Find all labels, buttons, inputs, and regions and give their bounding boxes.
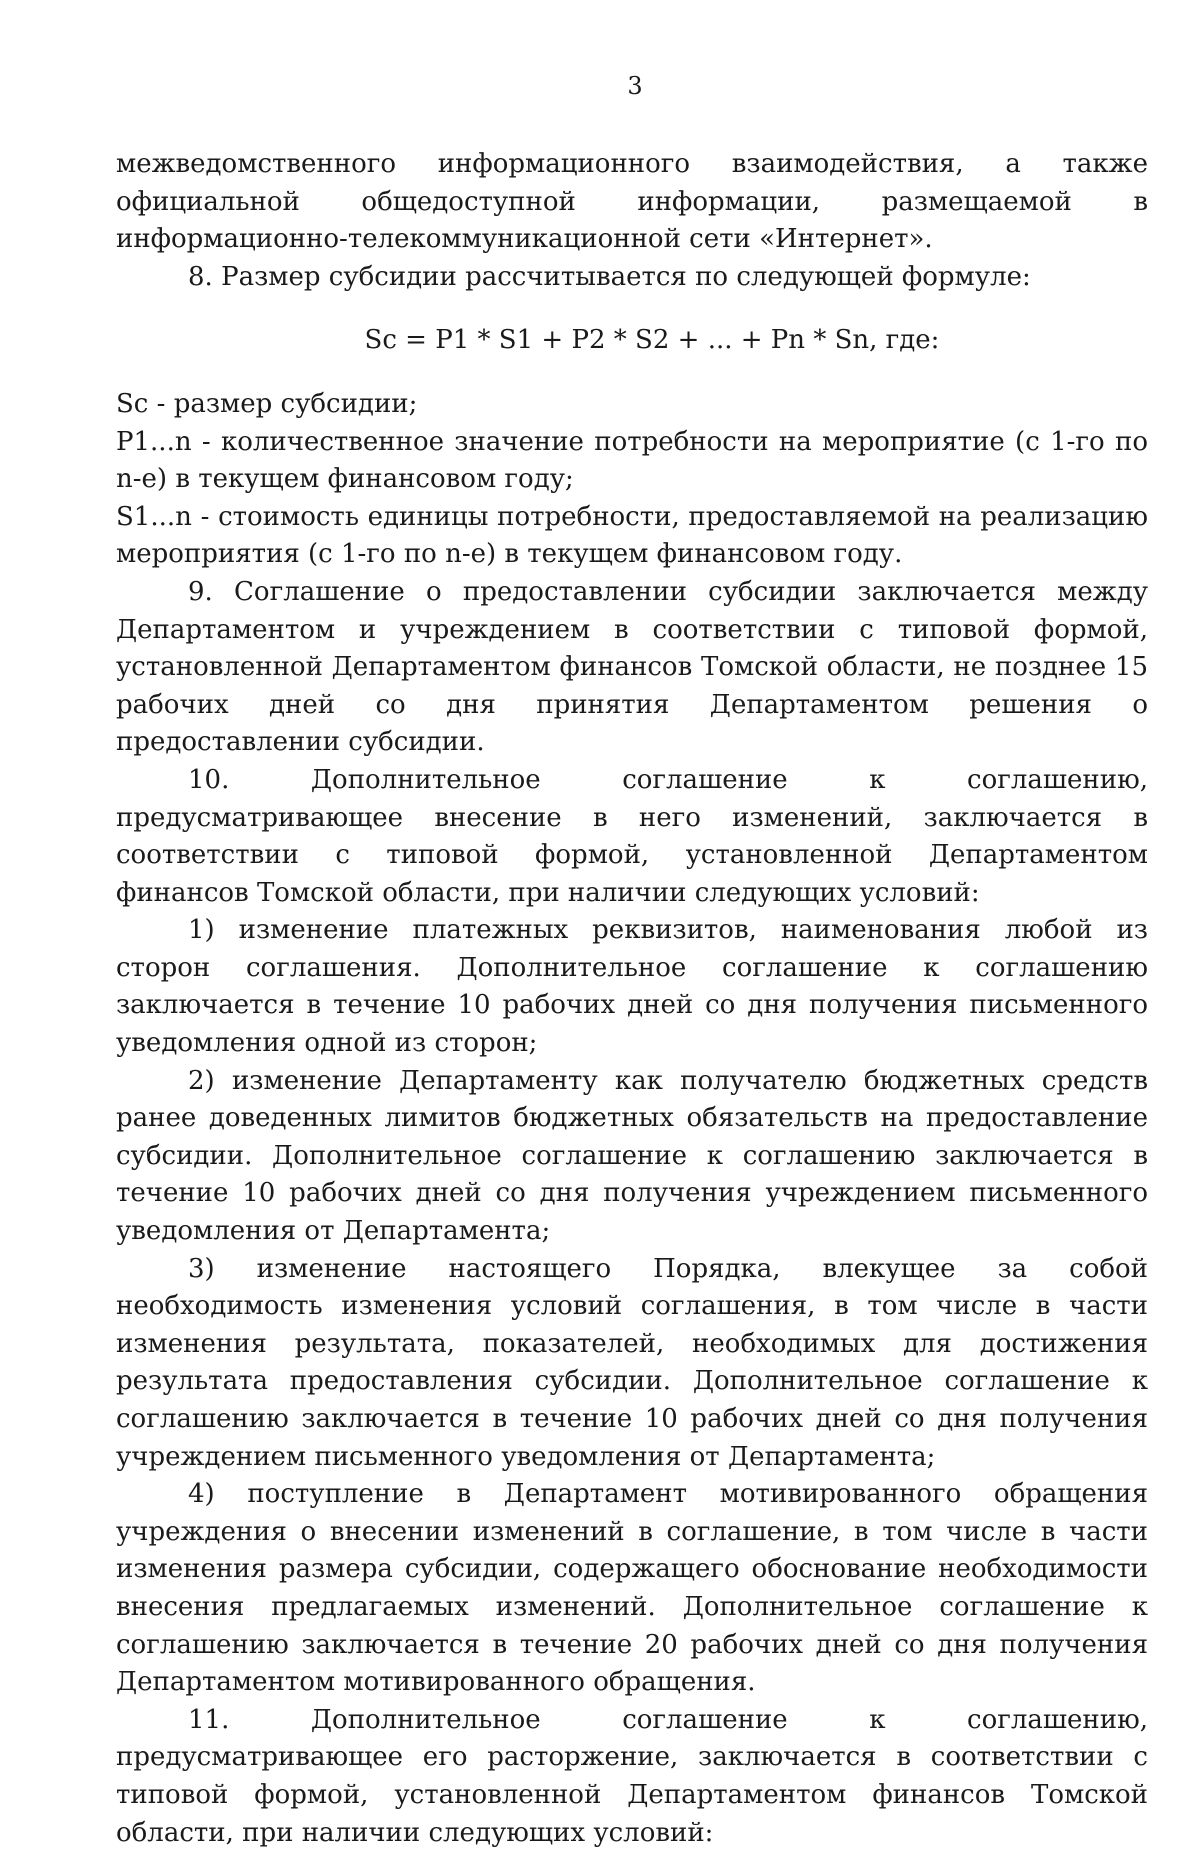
paragraph-continuation: межведомственного информационного взаимодействия, а также официальной общедоступной информации, размещаемой в информационно-телекоммуникационной сети «Интернет». [116, 149, 1148, 255]
paragraph-11: 11. Дополнительное соглашение к соглашению, предусматривающее его расторжение, заключается в соответствии с типовой формой, установленной Департаментом финансов Томской области, при наличии следующих условий: [116, 1704, 1148, 1848]
paragraph-9: 9. Соглашение о предоставлении субсидии заключается между Департаментом и учреждением в соответствии с типовой формой, установленной Департаментом финансов Томской области, не позднее 15 рабочих дней со дня принятия Департаментом решения о предоставлении субсидии. [116, 576, 1148, 758]
document-body [116, 146, 1148, 1852]
subsidy-formula: Sc = P1 * S1 + P2 * S2 + ... + Pn * Sn, где: [364, 325, 940, 356]
paragraph-8: 8. Размер субсидии рассчитывается по следующей формуле: [188, 261, 1031, 292]
page-number: 3 [627, 72, 643, 100]
definition-sc: Sc - размер субсидии; [116, 388, 418, 419]
definition-s: S1...n - стоимость единицы потребности, предоставляемой на реализацию мероприятия (с 1-го по n-е) в текущем финансовом году. [116, 501, 1148, 570]
paragraph-10-item-4: 4) поступление в Департамент мотивированного обращения учреждения о внесении изменений в соглашение, в том числе в части изменения размера субсидии, содержащего обоснование необходимости внесения предлагаемых изменений. Дополнительное соглашение к соглашению заключается в течение 20 рабочих дней со дня получения Департаментом мотивированного обращения. [116, 1479, 1148, 1698]
paragraph-10-item-1: 1) изменение платежных реквизитов, наименования любой из сторон соглашения. Дополнительное соглашение к соглашению заключается в течение 10 рабочих дней со дня получения письменного уведомления одной из сторон; [116, 915, 1148, 1059]
paragraph-10: 10. Дополнительное соглашение к соглашению, предусматривающее внесение в него изменений, заключается в соответствии с типовой формой, установленной Департаментом финансов Томской области, при наличии следующих условий: [116, 764, 1148, 908]
paragraph-10-item-3: 3) изменение настоящего Порядка, влекущее за собой необходимость изменения условий соглашения, в том числе в части изменения результата, показателей, необходимых для достижения результата предоставления субсидии. Дополнительное соглашение к соглашению заключается в течение 10 рабочих дней со дня получения учреждением письменного уведомления от Департамента; [116, 1253, 1148, 1472]
definition-p: P1...n - количественное значение потребности на мероприятие (с 1-го по n-е) в текущем финансовом году; [116, 426, 1148, 495]
paragraph-10-item-2: 2) изменение Департаменту как получателю бюджетных средств ранее доведенных лимитов бюджетных обязательств на предоставление субсидии. Дополнительное соглашение к соглашению заключается в течение 10 рабочих дней со дня получения учреждением письменного уведомления от Департамента; [116, 1065, 1148, 1247]
